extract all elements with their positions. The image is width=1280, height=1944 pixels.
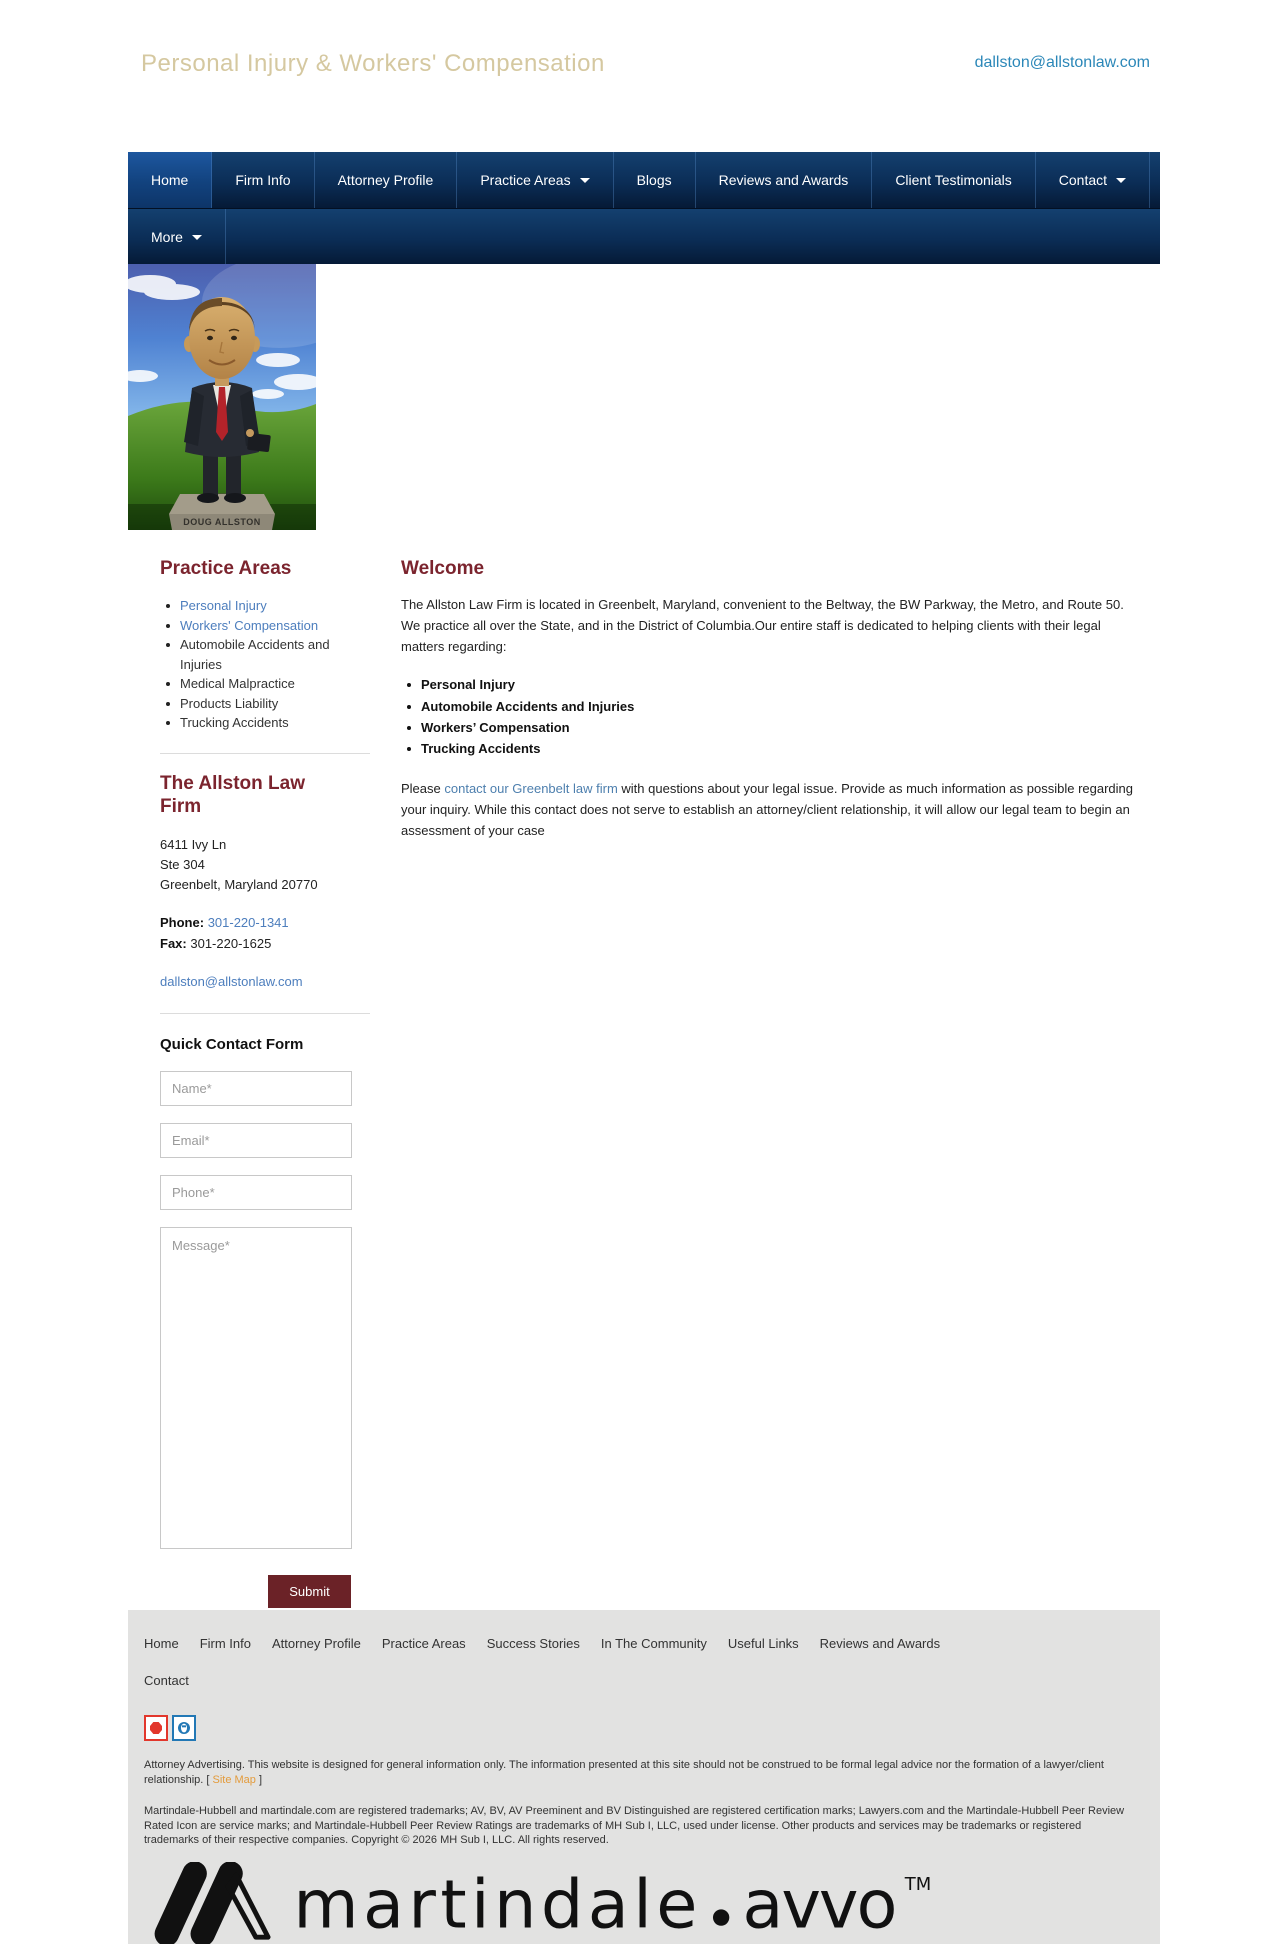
bobblehead-illustration <box>128 264 316 530</box>
nav-label: Home <box>151 172 189 188</box>
phone-label: Phone: <box>160 915 205 931</box>
footer-link-reviews-and-awards[interactable]: Reviews and Awards <box>819 1636 941 1651</box>
blue-circle-glyph <box>176 1720 192 1736</box>
address-line: Ste 304 <box>160 857 205 873</box>
practice-areas-list <box>166 596 370 733</box>
text: Attorney Advertising. This website is designed for general information only. The information presented at this site should not be construed to be formal legal advice nor the formation of a lawyer/client relationship. [ <box>144 1759 1104 1786</box>
firm-name-heading: The Allston Law Firm <box>160 772 305 818</box>
text: Please <box>401 780 445 796</box>
footer-link-attorney-profile[interactable]: Attorney Profile <box>271 1636 361 1651</box>
footer-link-useful-links[interactable]: Useful Links <box>727 1636 799 1651</box>
nav-label: Reviews and Awards <box>718 172 849 188</box>
firm-email-link[interactable]: dallston@allstonlaw.com <box>160 973 303 989</box>
martindale-avvo-logo <box>144 1862 1144 1944</box>
nav-item-reviews-and-awards[interactable] <box>696 152 873 208</box>
martindale-avvo-logo-svg <box>144 1862 944 1944</box>
submit-button[interactable]: Submit <box>268 1575 351 1608</box>
nav-label: Contact <box>1058 172 1108 188</box>
nav-item-attorney-profile[interactable] <box>315 152 458 208</box>
footer-link-in-the-community[interactable]: In The Community <box>600 1636 707 1651</box>
nav-label: More <box>151 229 183 245</box>
list-item: Automobile Accidents and Injuries <box>407 696 1137 717</box>
caret-down-icon <box>580 178 590 183</box>
fax-label: Fax: <box>160 935 187 951</box>
logo-text-avvo: avvo <box>742 1864 898 1943</box>
logo-tm: TM <box>904 1873 932 1895</box>
footer-nav-row-2 <box>144 1673 1144 1688</box>
site-header <box>128 0 1160 152</box>
site-footer <box>128 1610 1160 1944</box>
footer-link-success-stories[interactable]: Success Stories <box>486 1636 580 1651</box>
footer-link-home[interactable]: Home <box>144 1636 179 1651</box>
fax-number: 301-220-1625 <box>190 935 272 951</box>
text: ] <box>255 1773 263 1786</box>
quick-contact-form <box>160 1071 370 1608</box>
firm-address <box>160 835 370 895</box>
footer-nav-row-1 <box>144 1636 1144 1651</box>
logo-text-martindale: martindale <box>293 1864 698 1943</box>
site-map-link[interactable]: Site Map <box>212 1773 256 1786</box>
nav-label: Blogs <box>636 172 672 188</box>
red-octagon-badge-icon[interactable] <box>144 1715 168 1741</box>
main-nav <box>128 152 1160 264</box>
nav-item-home[interactable] <box>128 152 212 208</box>
social-icons <box>144 1715 1144 1741</box>
phone-field[interactable] <box>160 1175 352 1210</box>
list-item: Medical Malpractice <box>166 674 370 694</box>
bobblehead-base-label: DOUG ALLSTON <box>183 517 261 527</box>
welcome-outro-paragraph <box>401 778 1137 841</box>
page-title: Personal Injury & Workers' Compensation <box>141 50 605 77</box>
nav-item-contact[interactable] <box>1036 152 1150 208</box>
list-item: Workers’ Compensation <box>407 717 1137 738</box>
welcome-heading: Welcome <box>401 558 485 579</box>
firm-phone-fax <box>160 913 370 953</box>
attorney-advertising-disclaimer <box>144 1758 1134 1787</box>
nav-item-client-testimonials[interactable] <box>872 152 1035 208</box>
header-email-link[interactable]: dallston@allstonlaw.com <box>974 54 1150 71</box>
logo-mark-stroke <box>203 1873 231 1933</box>
welcome-bullet-list <box>407 674 1137 760</box>
welcome-intro-paragraph: The Allston Law Firm is located in Greenbelt, Maryland, convenient to the Beltway, the BW Parkway, the Metro, and Route 50. We practice all over the State, and in the District of Columbia.Our entire staff is dedicated to helping clients with their legal matters regarding: <box>401 597 1132 655</box>
quick-contact-form-title: Quick Contact Form <box>160 1035 304 1053</box>
trademark-disclaimer: Martindale-Hubbell and martindale.com are registered trademarks; AV, BV, AV Preeminent and BV Distinguished are registered certification marks; Lawyers.com and the Martindale-Hubbell Peer Review Rated Icon are service marks; and Martindale-Hubbell Peer Review Ratings are trademarks of MH Sub I, LLC, used under license. Other products and services may be trademarks or registered trademarks of their respective companies. Copyright © 2026 MH Sub I, LLC. All rights reserved. <box>144 1805 1125 1847</box>
logo-dot <box>713 1909 729 1925</box>
footer-link-firm-info[interactable]: Firm Info <box>199 1636 251 1651</box>
nav-row-2 <box>128 208 1160 264</box>
nav-label: Practice Areas <box>480 172 571 188</box>
list-item: Trucking Accidents <box>166 713 370 733</box>
red-octagon-glyph <box>148 1720 164 1736</box>
footer-link-contact[interactable]: Contact <box>144 1673 189 1688</box>
message-field[interactable] <box>160 1227 352 1549</box>
list-item: Products Liability <box>166 694 370 714</box>
bobblehead-photo <box>128 264 316 530</box>
list-item <box>166 596 370 616</box>
logo-mark-stroke <box>167 1873 195 1933</box>
main-content <box>401 558 1137 841</box>
list-item: Personal Injury <box>407 674 1137 695</box>
caret-down-icon <box>1116 178 1126 183</box>
content-area <box>128 530 1160 1610</box>
phone-link[interactable]: 301-220-1341 <box>207 915 289 931</box>
text: with questions about your legal issue. Provide as much information as possible regarding your inquiry. While this contact does not serve to establish an attorney/client relationship, it will allow our legal team to begin an assessment of your case <box>401 780 1134 838</box>
nav-label: Client Testimonials <box>895 172 1012 188</box>
divider <box>160 1013 370 1014</box>
blue-circle-badge-icon[interactable] <box>172 1715 196 1741</box>
nav-item-more[interactable] <box>128 209 226 265</box>
contact-firm-link[interactable]: contact our Greenbelt law firm <box>444 780 618 796</box>
caret-down-icon <box>192 235 202 240</box>
nav-item-firm-info[interactable] <box>212 152 314 208</box>
practice-area-link-personal-injury[interactable]: Personal Injury <box>180 598 267 613</box>
sidebar <box>160 558 370 1608</box>
address-line: 6411 Ivy Ln <box>160 837 227 852</box>
list-item <box>166 616 370 636</box>
nav-item-practice-areas[interactable] <box>457 152 613 208</box>
nav-label: Firm Info <box>235 172 291 188</box>
phone-line <box>160 913 370 933</box>
page <box>128 0 1160 1610</box>
email-field[interactable] <box>160 1123 352 1158</box>
practice-areas-title: Practice Areas <box>160 558 292 579</box>
address-line: Greenbelt, Maryland 20770 <box>160 877 318 893</box>
fax-line <box>160 934 370 954</box>
list-item: Trucking Accidents <box>407 738 1137 759</box>
nav-row-1 <box>128 152 1160 208</box>
divider <box>160 753 370 754</box>
nav-item-blogs[interactable] <box>614 152 696 208</box>
name-field[interactable] <box>160 1071 352 1106</box>
nav-label: Attorney Profile <box>337 172 434 188</box>
footer-link-practice-areas[interactable]: Practice Areas <box>381 1636 466 1651</box>
list-item: Automobile Accidents and Injuries <box>166 635 370 674</box>
practice-area-link-workers-compensation[interactable]: Workers' Compensation <box>180 617 319 633</box>
